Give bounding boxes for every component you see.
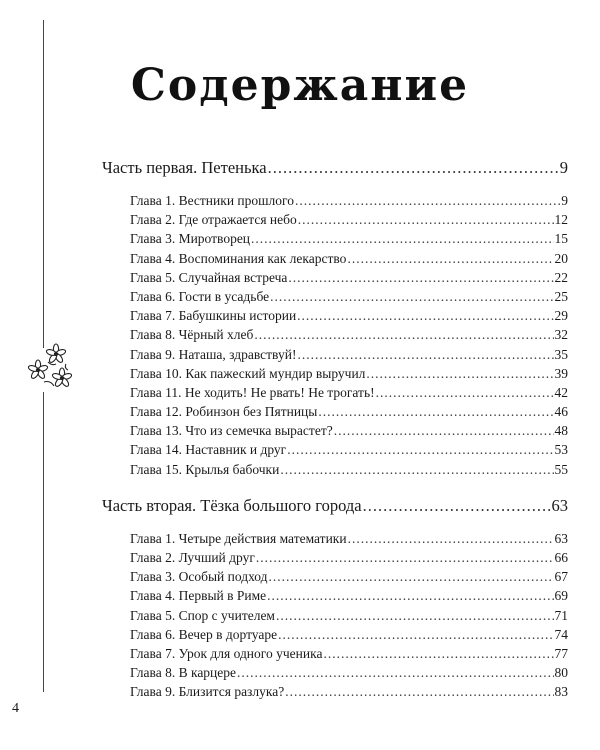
part-heading — [102, 493, 568, 519]
chapter-entry-label: Глава 5. Спор с учителем — [130, 607, 275, 623]
chapter-entry-label: Глава 10. Как пажеский мундир выручил — [130, 365, 366, 381]
chapter-entry — [130, 663, 568, 682]
dot-leader — [269, 567, 554, 586]
chapter-entry — [130, 210, 568, 229]
chapter-entry-label: Глава 6. Вечер в дортуаре — [130, 626, 278, 642]
chapter-entry-label: Глава 14. Наставник и друг — [130, 442, 287, 458]
part-heading-page: 9 — [559, 158, 568, 177]
chapter-entry — [130, 440, 568, 459]
dot-leader — [366, 364, 553, 383]
chapter-entry-page: 35 — [554, 346, 568, 362]
chapter-entry-label: Глава 1. Четыре действия математики — [130, 530, 347, 546]
dot-leader — [295, 191, 560, 210]
chapter-entry-label: Глава 7. Бабушкины истории — [130, 308, 297, 324]
dot-leader — [318, 402, 553, 421]
chapter-entry — [130, 586, 568, 605]
chapter-entry-label: Глава 2. Где отражается небо — [130, 212, 297, 228]
dot-leader — [347, 249, 553, 268]
chapter-entry — [130, 421, 568, 440]
page-number: 4 — [12, 701, 19, 716]
chapter-entry-page: 29 — [554, 308, 568, 324]
flower-ornament-icon — [26, 340, 76, 396]
chapter-entry-label: Глава 4. Воспоминания как лекарство — [130, 250, 347, 266]
chapter-list — [130, 529, 568, 702]
chapter-entry-page: 46 — [554, 404, 568, 420]
dot-leader — [298, 210, 554, 229]
chapter-entry-page: 53 — [554, 442, 568, 458]
chapter-entry-label: Глава 12. Робинзон без Пятницы — [130, 404, 318, 420]
part-heading-page: 63 — [551, 495, 568, 515]
chapter-entry — [130, 682, 568, 701]
chapter-entry-label: Глава 4. Первый в Риме — [130, 588, 267, 604]
chapter-entry-page: 74 — [554, 626, 568, 642]
chapter-entry — [130, 249, 568, 268]
chapter-entry-page: 25 — [554, 288, 568, 304]
dot-leader — [297, 345, 553, 364]
chapter-entry-label: Глава 2. Лучший друг — [130, 550, 255, 565]
chapter-entry-label: Глава 8. Чёрный хлеб — [130, 327, 254, 343]
chapter-entry — [130, 567, 568, 586]
chapter-entry — [130, 529, 568, 548]
dot-leader — [276, 606, 554, 625]
part-heading-label: Часть вторая. Тёзка большого города — [102, 495, 362, 515]
chapter-entry-page: 77 — [554, 645, 568, 661]
dot-leader — [287, 440, 553, 459]
chapter-entry-label: Глава 3. Миротворец — [130, 231, 251, 247]
chapter-entry — [130, 625, 568, 644]
chapter-entry-label: Глава 5. Случайная встреча — [130, 269, 288, 285]
chapter-list — [130, 191, 568, 479]
chapter-entry-page: 39 — [554, 365, 568, 381]
chapter-entry — [130, 383, 568, 402]
dot-leader — [297, 306, 553, 325]
chapter-entry-label: Глава 13. Что из семечка вырастет? — [130, 423, 333, 439]
chapter-entry-page: 32 — [554, 327, 568, 343]
chapter-entry-page: 9 — [561, 193, 568, 208]
chapter-entry — [130, 364, 568, 383]
dot-leader — [288, 268, 553, 287]
chapter-entry-label: Глава 1. Вестники прошлого — [130, 193, 294, 208]
chapter-entry — [130, 345, 568, 364]
chapter-entry — [130, 402, 568, 421]
part-heading — [102, 155, 568, 181]
chapter-entry-label: Глава 7. Урок для одного ученика — [130, 645, 323, 661]
dot-leader — [376, 383, 554, 402]
chapter-entry-page: 55 — [554, 461, 568, 477]
chapter-entry-page: 12 — [554, 212, 568, 228]
dot-leader — [267, 586, 553, 605]
chapter-entry-label: Глава 15. Крылья бабочки — [130, 461, 280, 477]
chapter-entry-page: 42 — [554, 384, 568, 400]
dot-leader — [251, 229, 553, 248]
chapter-entry-label: Глава 9. Близится разлука? — [130, 684, 285, 700]
chapter-entry-page: 66 — [554, 550, 568, 565]
chapter-entry-page: 48 — [554, 423, 568, 439]
chapter-entry-page: 20 — [554, 250, 568, 266]
chapter-entry — [130, 325, 568, 344]
chapter-entry-page: 69 — [554, 588, 568, 604]
chapter-entry-label: Глава 11. Не ходить! Не рвать! Не трогать! — [130, 384, 375, 400]
chapter-entry-label: Глава 9. Наташа, здравствуй! — [130, 346, 297, 362]
chapter-entry-label: Глава 8. В карцере — [130, 665, 237, 681]
chapter-entry — [130, 606, 568, 625]
table-of-contents — [102, 155, 568, 704]
dot-leader — [270, 287, 553, 306]
chapter-entry-page: 83 — [554, 684, 568, 700]
chapter-entry — [130, 460, 568, 479]
chapter-entry-label: Глава 3. Особый подход — [130, 569, 268, 585]
chapter-entry — [130, 268, 568, 287]
dot-leader — [268, 155, 559, 181]
dot-leader — [280, 460, 553, 479]
page-title: Содержание — [130, 60, 470, 111]
dot-leader — [237, 663, 553, 682]
chapter-entry — [130, 287, 568, 306]
dot-leader — [256, 548, 554, 567]
chapter-entry-page: 15 — [554, 231, 568, 247]
dot-leader — [254, 325, 553, 344]
chapter-entry-label: Глава 6. Гости в усадьбе — [130, 288, 270, 304]
chapter-entry-page: 71 — [554, 607, 568, 623]
margin-rule-bottom — [43, 392, 44, 692]
dot-leader — [363, 493, 551, 519]
part-heading-label: Часть первая. Петенька — [102, 158, 267, 177]
chapter-entry-page: 67 — [554, 569, 568, 585]
dot-leader — [285, 682, 553, 701]
chapter-entry — [130, 191, 568, 210]
chapter-entry-page: 63 — [554, 530, 568, 546]
chapter-entry — [130, 548, 568, 567]
chapter-entry — [130, 229, 568, 248]
chapter-entry — [130, 644, 568, 663]
chapter-entry — [130, 306, 568, 325]
dot-leader — [334, 421, 554, 440]
dot-leader — [323, 644, 553, 663]
dot-leader — [278, 625, 553, 644]
chapter-entry-page: 22 — [554, 269, 568, 285]
dot-leader — [348, 529, 554, 548]
chapter-entry-page: 80 — [554, 665, 568, 681]
